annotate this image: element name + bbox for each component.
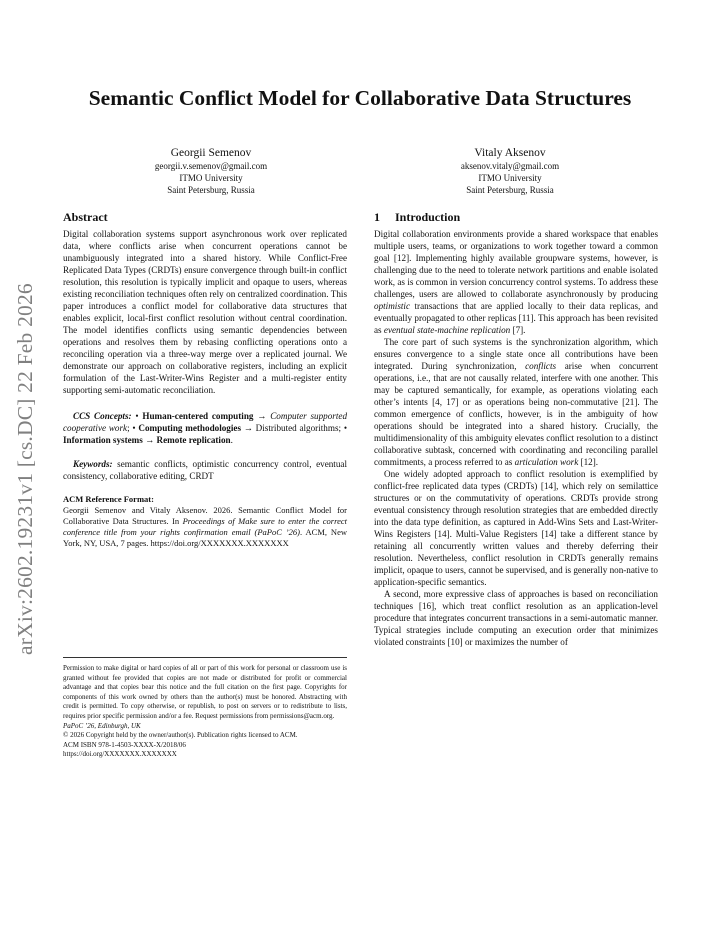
text-run: Digital collaboration environments provide a shared workspace that enables multiple users, teams, or organizations to work together toward a common goal [12]. Implementing highly available groupware systems, however, is challenging due to the need to tolerate network partitions and enable isolated work, as is common in version concurrency control systems. To address these challenges, users are allowed to collaborate asynchronously by producing [374, 229, 658, 299]
ccs-concept-sub: Distributed algorithms [255, 423, 339, 433]
ccs-concept: Human-centered computing [142, 411, 254, 421]
author-affiliation: ITMO University [478, 173, 542, 183]
author-affiliation: ITMO University [179, 173, 243, 183]
author-email: aksenov.vitaly@gmail.com [460, 161, 560, 171]
author-block-2 [394, 146, 626, 196]
author-name: Vitaly Aksenov [474, 147, 546, 159]
ccs-arrow: → [241, 423, 256, 433]
acm-reference-heading: ACM Reference Format: [63, 494, 154, 504]
permission-copyright: © 2026 Copyright held by the owner/author(s). Publication rights licensed to ACM. [63, 731, 298, 740]
ccs-concept: Computing methodologies [138, 423, 241, 433]
permission-block [63, 664, 347, 760]
text-run: transactions that are applied locally to their data replicas, and eventually propagated to other replicas [11]. This approach has been revisited as [374, 301, 658, 335]
ccs-sep: ; • [338, 423, 348, 433]
ccs-label: CCS Concepts: [73, 411, 132, 421]
permission-doi: https://doi.org/XXXXXXX.XXXXXXX [63, 750, 177, 759]
text-run-italic: articulation work [514, 457, 579, 467]
abstract-text: Digital collaboration systems support asynchronous work over replicated data, where conflicts arise when concurrent operations cannot be unambiguously integrated into a shared history. While Conflict-Free Replicated Data Types (CRDTs) ensure convergence through built-in conflict resolution, this resolution is typically implicit and opaque to users, whereas existing reconciliation techniques often rely on centralized coordination. This paper introduces a conflict model for collaborative data structures that enables explicit, local-first conflict resolution without central coordination. The model identifies conflicts using semantic dependencies between operations and resolves them by rebasing conflicting operations onto a reconciling operation via a three-way merge over a replicated journal. We demonstrate our approach on collaborative registers, including an explicit formulation of the Last-Writer-Wins Register and a multi-register entity supporting semi-automatic reconciliation. [63, 229, 347, 395]
intro-paragraph-1 [374, 228, 658, 336]
arxiv-identifier: arXiv:2602.19231v1 [cs.DC] 22 Feb 2026 [13, 283, 37, 655]
paper-title: Semantic Conflict Model for Collaborative Data Structures [88, 86, 632, 110]
text-run-italic: optimistic [374, 301, 410, 311]
ccs-sep: ; • [127, 423, 139, 433]
abstract-heading: Abstract [63, 210, 108, 224]
ccs-arrow: → [142, 435, 157, 445]
text-run-italic: eventual state-machine replication [383, 325, 511, 335]
acm-ref-publisher: . ACM, New York, NY, USA, 7 pages. https://doi.org/XXXXXXX.XXXXXXX [63, 527, 347, 548]
author-email: georgii.v.semenov@gmail.com [154, 161, 268, 171]
keywords-text: semantic conflicts, optimistic concurrency control, eventual consistency, collaborative editing, CRDT [63, 459, 347, 481]
text-run: The core part of such systems is the synchronization algorithm, which ensures convergence to a single state once all contributions have been integrated. During synchronization, [374, 337, 658, 371]
ccs-concept: Information systems [63, 435, 143, 445]
ccs-concept-sub: Remote replication [156, 435, 231, 445]
text-run: arise when concurrent operations, i.e., that are not causally related, interfere with one another. This may be captured semantically, for example, as operations violating each other’s intents [4, 17] or as operations being non-commutative [21]. The common emergence of conflicts, however, is in the ambiguity of how operations should be integrated into a shared history. Crucially, the multidimensionality of this ambiguity elevates conflict resolution to a distinct collaborative subtask, concerned with coordinating and reconciling parallel commitments, a process referred to as [374, 361, 658, 467]
author-location: Saint Petersburg, Russia [466, 185, 554, 195]
ccs-arrow: → [253, 411, 271, 421]
text-run: [12]. [578, 457, 599, 467]
ccs-concepts [63, 410, 347, 446]
intro-paragraph-2 [374, 336, 658, 468]
author-location: Saint Petersburg, Russia [167, 185, 255, 195]
permission-venue: PaPoC ’26, Edinburgh, UK [63, 721, 141, 730]
keywords-label: Keywords: [73, 459, 113, 469]
right-column [374, 210, 658, 648]
section-title: Introduction [395, 210, 461, 224]
permission-isbn: ACM ISBN 978-1-4503-XXXX-X/2018/06 [63, 740, 186, 749]
section-heading-introduction [374, 210, 658, 224]
author-name: Georgii Semenov [170, 147, 252, 159]
ccs-end: . [230, 435, 233, 445]
text-run-italic: conflicts [525, 361, 557, 371]
author-block-1 [95, 146, 327, 196]
acm-ref-venue: Proceedings of Make sure to enter the correct conference title from your rights confirmation email (PaPoC ’26) [63, 516, 347, 537]
permission-text: Permission to make digital or hard copies of all or part of this work for personal or classroom use is granted without fee provided that copies are not made or distributed for profit or commercial advantage and that copies bear this notice and the full citation on the first page. Copyrights for components of this work owned by others than the author(s) must be honored. Abstracting with credit is permitted. To copy otherwise, or republish, to post on servers or to redistribute to lists, requires prior specific permission and/or a fee. Request permissions from permissions@acm.org. [63, 664, 347, 720]
intro-paragraph-4: A second, more expressive class of approaches is based on reconciliation techniques [16], which treat conflict resolution as an application-level procedure that integrates concurrent transactions in a semi-automatic manner. Typical strategies include computing an execution order that minimizes violated constraints [10] or maximizes the number of [374, 589, 658, 647]
ccs-sep: • [131, 411, 143, 421]
section-number: 1 [374, 210, 380, 224]
left-column [63, 210, 347, 549]
footnote-rule [63, 657, 347, 658]
keywords [63, 458, 347, 482]
intro-paragraph-3: One widely adopted approach to conflict resolution is exemplified by conflict-free replicated data types (CRDTs) [14], which rely on semilattice structures or on the commutativity of operations. CRDTs provide strong eventual consistency through resolution strategies that are embedded directly into the data type definition, as captured in Add-Wins Sets and Last-Writer-Wins Registers [14]. Multi-Value Registers [14] take a different stance by retaining all concurrently written values and thereby deferring their resolution. Nevertheless, conflict resolution in CRDTs generally remains implicit, opaque to users, cannot be supervised, and is generally non-native to application-specific semantics. [374, 469, 658, 587]
text-run: [7]. [510, 325, 526, 335]
acm-reference-text [63, 505, 347, 549]
ccs-concept-sub: Computer supported cooperative work [63, 411, 348, 433]
acm-ref-authors: Georgii Semenov and Vitaly Aksenov. 2026. Semantic Conflict Model for Collaborative Data Structures. In [63, 505, 347, 526]
